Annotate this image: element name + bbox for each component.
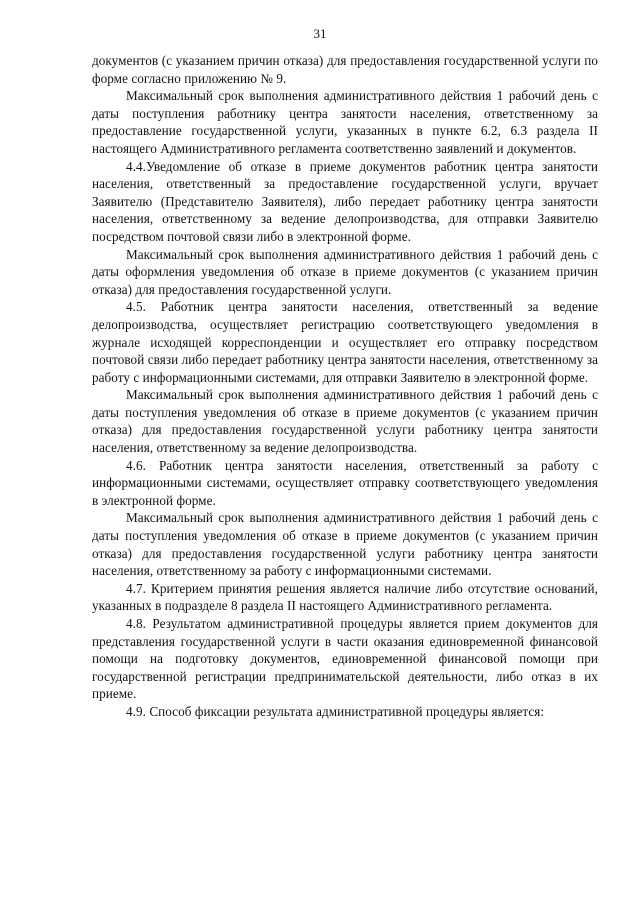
- paragraph-4-7: 4.7. Критерием принятия решения является наличие либо отсутствие оснований, указанных в подразделе 8 раздела II настоящего Административного регламента.: [92, 580, 598, 614]
- paragraph-4-5: 4.5. Работник центра занятости населения, ответственный за ведение делопроизводства, осуществляет регистрацию соответствующего уведомления в журнале исходящей корреспонденции и осуществляет его отправку посредством почтовой связи либо передает работнику центра занятости населения, ответственному за работу с информационными системами, для отправки Заявителю в электронной форме.: [92, 299, 598, 385]
- paragraph-4-8: 4.8. Результатом административной процедуры является прием документов для представления государственной услуги в части оказания единовременной финансовой помощи на подготовку документов, единовременной финансовой помощи при государственной регистрации предпринимательской деятельности, либо отказ в их приеме.: [92, 616, 598, 702]
- paragraph-4-6: 4.6. Работник центра занятости населения, ответственный за работу с информационными системами, осуществляет отправку соответствующего уведомления в электронной форме.: [92, 457, 598, 508]
- paragraph-continuation: документов (с указанием причин отказа) для предоставления государственной услуги по форме согласно приложению № 9.: [92, 53, 598, 86]
- paragraph-4-4: 4.4.Уведомление об отказе в приеме документов работник центра занятости населения, ответственный за предоставление государственной услуги, вручает Заявителю (Представителю Заявителя), либо передает работнику центра занятости населения, ответственному за ведение делопроизводства, для отправки Заявителю посредством почтовой связи либо в электронной форме.: [92, 158, 598, 244]
- page-number: 31: [313, 26, 327, 41]
- document-body: [92, 52, 598, 721]
- paragraph-max-time-infosystems: Максимальный срок выполнения административного действия 1 рабочий день с даты поступления уведомления об отказе в приеме документов (с указанием причин отказа) для предоставления государственной услуги работнику центра занятости населения, ответственному за работу с информационными системами.: [92, 510, 598, 579]
- paragraph-max-time-records: Максимальный срок выполнения административного действия 1 рабочий день с даты поступления уведомления об отказе в приеме документов (с указанием причин отказа) для предоставления государственной услуги работнику центра занятости населения, ответственному за ведение делопроизводства.: [92, 387, 598, 456]
- paragraph-4-9: 4.9. Способ фиксации результата административной процедуры является:: [126, 703, 545, 719]
- paragraph-max-time-notice: Максимальный срок выполнения административного действия 1 рабочий день с даты оформления уведомления об отказе в приеме документов (с указанием причин отказа) для предоставления государственной услуги.: [92, 246, 598, 297]
- paragraph-max-time-registration: Максимальный срок выполнения административного действия 1 рабочий день с даты поступления работнику центра занятости населения, ответственному за предоставление государственной услуги, указанных в пункте 6.2, 6.3 раздела II настоящего Административного регламента соответственно заявлений и документов.: [92, 88, 598, 156]
